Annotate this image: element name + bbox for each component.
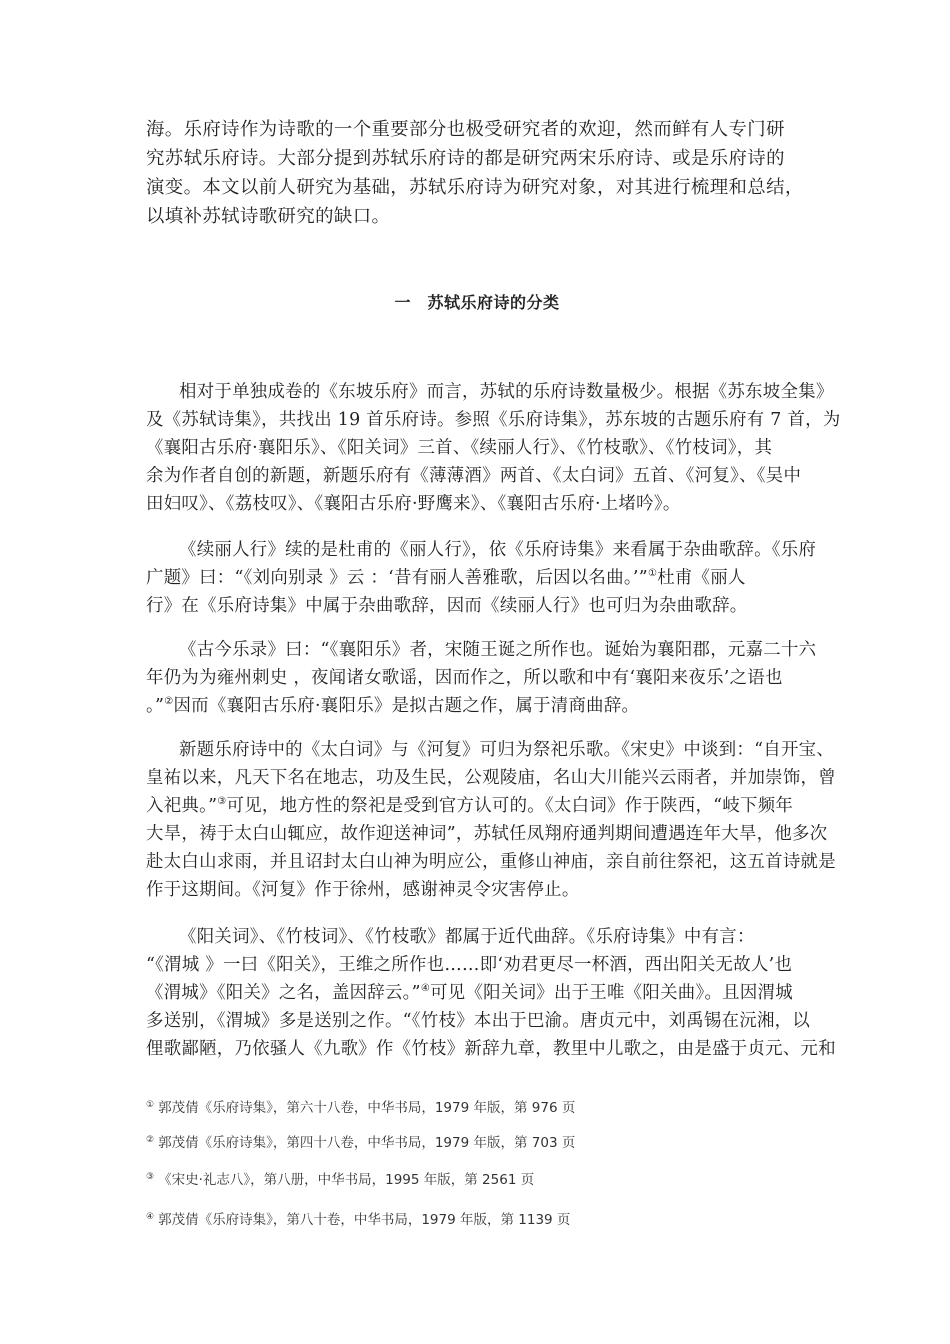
- paragraph-2: [146, 536, 817, 620]
- text-segment: 广题》曰：“《刘向别录 》云 ：‘昔有丽人善雅歌，后因以名曲。’”: [146, 568, 648, 588]
- text-line: 新题乐府诗中的《太白词》与《河复》可归为祭祀乐歌。《宋史》中谈到：“自开宝、: [179, 740, 835, 760]
- paragraph-4: [146, 736, 836, 904]
- text-line: 田妇叹》、《荔枝叹》、《襄阳古乐府·野鹰来》、《襄阳古乐府·上堵吟》。: [146, 494, 681, 514]
- footnote-3: [146, 1170, 534, 1190]
- footnote-ref-2[interactable]: ②: [164, 696, 174, 708]
- footnote-text: 郭茂倩《乐府诗集》，第六十八卷，中华书局，1979 年版，第 976 页: [158, 1100, 576, 1116]
- text-line: 年仍为为雍州刺史 ，夜闻诸女歌谣，因而作之，所以歌和中有‘襄阳来夜乐’之语也: [146, 668, 783, 688]
- intro-paragraph: [146, 115, 808, 231]
- footnote-mark: ③: [146, 1171, 155, 1182]
- footnote-text: 郭茂倩《乐府诗集》，第四十八卷，中华书局，1979 年版，第 703 页: [158, 1135, 576, 1151]
- text-line: 行》在《乐府诗集》中属于杂曲歌辞，因而《续丽人行》也可归为杂曲歌辞。: [146, 596, 748, 616]
- text-segment: 入祀典。”: [146, 796, 218, 816]
- footnote-text: 《宋史·礼志八》，第八册，中华书局，1995 年版，第 2561 页: [158, 1172, 535, 1188]
- text-line: 及《苏轼诗集》，共找出 19 首乐府诗。参照《乐府诗集》，苏东坡的古题乐府有 7 首，为: [146, 410, 841, 430]
- text-segment: 可见，地方性的祭祀是受到官方认可的。《太白词》作于陕西，“岐下频年: [226, 796, 794, 816]
- text-line: [146, 564, 808, 592]
- paragraph-3: [146, 636, 817, 720]
- footnote-2: [146, 1133, 575, 1153]
- text-line: 《阳关词》、《竹枝词》、《竹枝歌》都属于近代曲辞。《乐府诗集》中有言：: [179, 927, 755, 947]
- text-line: 作于这期间。《河复》作于徐州，感谢神灵令灾害停止。: [146, 880, 580, 900]
- text-line: 皇祐以来，凡天下名在地志，功及生民，公观陵庙，名山大川能兴云雨者，并加崇饰，曾: [146, 768, 836, 788]
- text-segment: 。”: [146, 696, 165, 716]
- paragraph-5: [146, 923, 836, 1063]
- footnote-ref-3[interactable]: ③: [217, 796, 227, 808]
- text-line: [146, 692, 808, 720]
- text-line: 《续丽人行》续的是杜甫的《丽人行》，依《乐府诗集》来看属于杂曲歌辞。《乐府: [179, 540, 817, 560]
- text-line: 大旱，祷于太白山辄应，故作迎送神词”，苏轼任凤翔府通判期间遭遇连年大旱，他多次: [146, 824, 828, 844]
- text-line: 赴太白山求雨，并且诏封太白山神为明应公，重修山神庙，亲自前往祭祀，这五首诗就是: [146, 852, 836, 872]
- text-line: 俚歌鄙陋，乃依骚人《九歌》作《竹枝》新辞九章，教里中儿歌之，由是盛于贞元、元和: [146, 1039, 836, 1059]
- text-line: “《渭城 》一曰《阳关》，王维之所作也……即‘劝君更尽一杯酒，西出阳关无故人’也: [146, 955, 793, 975]
- text-line: 多送别，《渭城》多是送别之作。“《竹枝》本出于巴渝。唐贞元中，刘禹锡在沅湘，以: [146, 1011, 811, 1031]
- footnote-ref-1[interactable]: ①: [647, 568, 658, 580]
- text-line: 以填补苏轼诗歌研究的缺口。: [146, 206, 391, 227]
- text-line: [146, 792, 808, 820]
- text-line: 《襄阳古乐府·襄阳乐》、《阳关词》三首、《续丽人行》、《竹枝歌》、《竹枝词》，其: [146, 438, 773, 458]
- text-segment: 《渭城》《阳关》之名，盖因辞云。”: [146, 983, 421, 1003]
- footnote-mark: ④: [146, 1211, 155, 1222]
- text-segment: 因而《襄阳古乐府·襄阳乐》是拟古题之作，属于清商曲辞。: [173, 696, 640, 716]
- text-segment: 杜甫《丽人: [657, 568, 746, 588]
- paragraph-1: [146, 378, 841, 518]
- text-segment: 可见《阳关词》出于王唯《阳关曲》。且因渭城: [430, 983, 793, 1003]
- footnote-mark: ①: [146, 1099, 155, 1110]
- text-line: 海。乐府诗作为诗歌的一个重要部分也极受研究者的欢迎，然而鲜有人专门研: [146, 119, 785, 140]
- footnote-1: [146, 1098, 575, 1118]
- footnote-4: [146, 1210, 570, 1230]
- footnote-mark: ②: [146, 1134, 155, 1145]
- text-line: 余为作者自创的新题，新题乐府有《薄薄酒》两首、《太白词》五首、《河复》、《吴中: [146, 466, 802, 486]
- text-line: [146, 979, 808, 1007]
- section-heading: 一 苏轼乐府诗的分类: [394, 293, 560, 312]
- footnote-text: 郭茂倩《乐府诗集》，第八十卷，中华书局，1979 年版，第 1139 页: [158, 1212, 571, 1228]
- footnote-ref-4[interactable]: ④: [420, 983, 431, 995]
- text-line: 演变。本文以前人研究为基础，苏轼乐府诗为研究对象，对其进行梳理和总结，: [146, 177, 804, 198]
- text-line: 相对于单独成卷的《东坡乐府》而言，苏轼的乐府诗数量极少。根据《苏东坡全集》: [179, 382, 834, 402]
- text-line: 《古今乐录》曰：“《襄阳乐》者，宋随王诞之所作也。诞始为襄阳郡，元嘉二十六: [179, 640, 817, 660]
- text-line: 究苏轼乐府诗。大部分提到苏轼乐府诗的都是研究两宋乐府诗、或是乐府诗的: [146, 148, 785, 169]
